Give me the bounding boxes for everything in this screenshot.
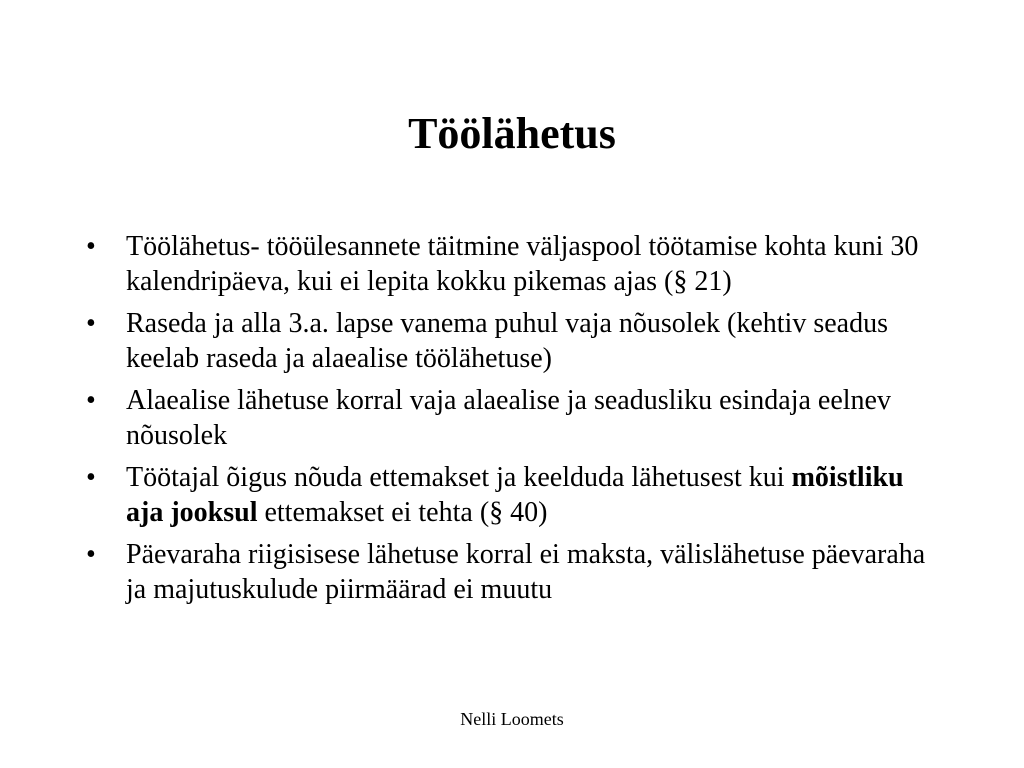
bullet-item-5 xyxy=(86,537,936,607)
bullet-list xyxy=(86,229,936,614)
bullet-icon: • xyxy=(86,385,96,416)
bullet-text: Töölähetus- tööülesannete täitmine väljaspool töötamise kohta kuni 30 kalendripäeva, kui ei lepita kokku pikemas ajas (§ 21) xyxy=(126,231,919,297)
footer-author: Nelli Loomets xyxy=(460,709,564,729)
bullet-text-part: ettemakset ei tehta (§ 40) xyxy=(257,497,548,528)
bullet-icon: • xyxy=(86,539,96,570)
bullet-item-3 xyxy=(86,383,936,453)
slide-title: Töölähetus xyxy=(408,109,616,158)
bullet-text xyxy=(126,462,904,528)
bullet-icon: • xyxy=(86,462,96,493)
bullet-text-part: Töötajal õigus nõuda ettemakset ja keelduda lähetusest kui xyxy=(126,462,792,493)
bullet-item-1 xyxy=(86,229,936,299)
bullet-item-4 xyxy=(86,460,936,530)
slide-footer xyxy=(0,708,1024,730)
bullet-text-emphasis: mõistliku aja jooksul xyxy=(126,462,904,528)
bullet-text: Päevaraha riigisisese lähetuse korral ei maksta, välislähetuse päevaraha ja majutuskulude piirmäärad ei muutu xyxy=(126,539,926,605)
bullet-item-2 xyxy=(86,306,936,376)
bullet-text: Alaealise lähetuse korral vaja alaealise ja seadusliku esindaja eelnev nõusolek xyxy=(126,385,891,451)
bullet-text: Raseda ja alla 3.a. lapse vanema puhul vaja nõusolek (kehtiv seadus keelab raseda ja alaealise töölähetuse) xyxy=(126,308,888,374)
bullet-icon: • xyxy=(86,231,96,262)
bullet-icon: • xyxy=(86,308,96,339)
